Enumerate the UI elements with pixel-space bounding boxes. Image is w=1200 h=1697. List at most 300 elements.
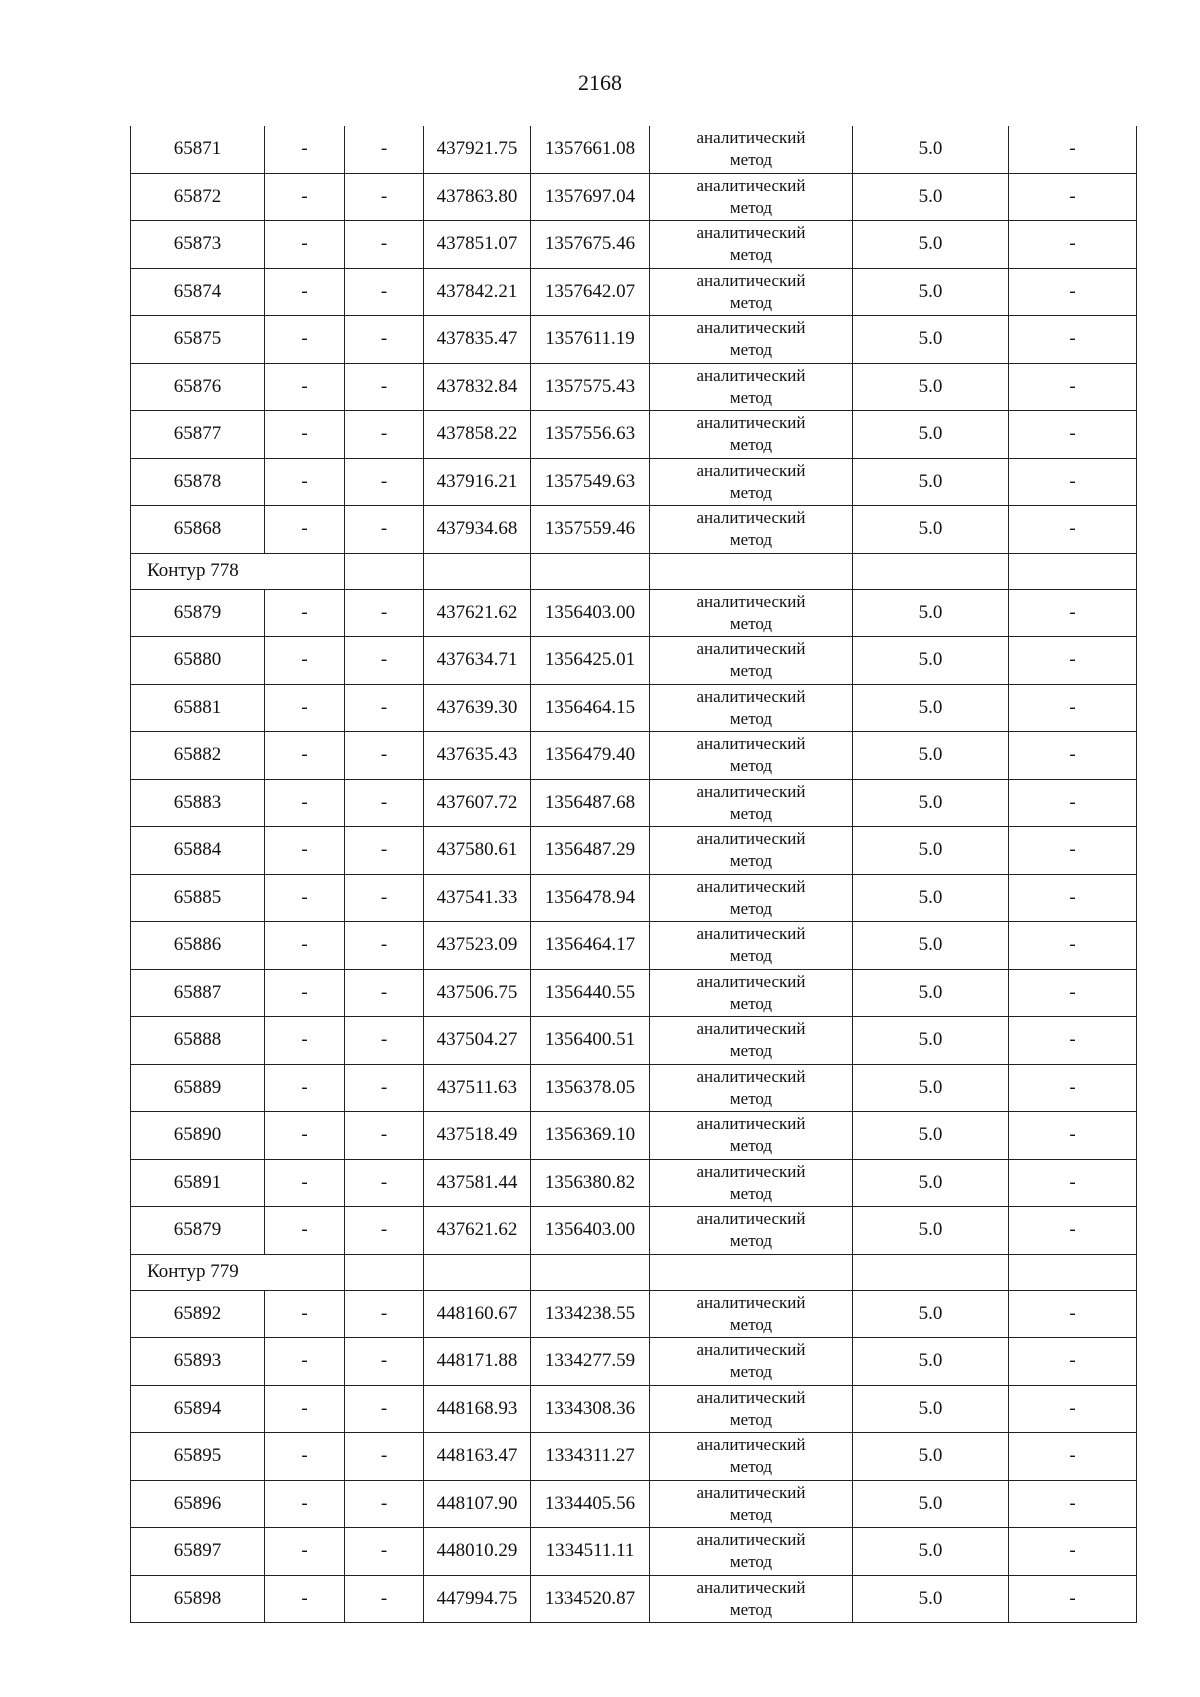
- method-text: метод: [729, 993, 773, 1013]
- x-coordinate-cell: 437635.43: [424, 732, 531, 780]
- point-number-cell: 65896: [131, 1480, 265, 1528]
- x-coordinate-cell: 437634.71: [424, 637, 531, 685]
- dash-cell: -: [345, 589, 424, 637]
- dash-cell: -: [265, 173, 345, 221]
- x-coordinate-cell: 437916.21: [424, 458, 531, 506]
- dash-cell: -: [265, 1338, 345, 1386]
- method-text: аналитический: [696, 639, 806, 659]
- dash-cell: -: [265, 827, 345, 875]
- method-text: метод: [729, 197, 773, 217]
- method-cell: [650, 1064, 853, 1112]
- y-coordinate-cell: 1356425.01: [531, 637, 650, 685]
- x-coordinate-cell: 437506.75: [424, 969, 531, 1017]
- x-coordinate-cell: 448168.93: [424, 1385, 531, 1433]
- point-number-cell: 65873: [131, 221, 265, 269]
- dash-cell: -: [1009, 221, 1137, 269]
- table-row: [131, 363, 1137, 411]
- accuracy-cell: 5.0: [853, 922, 1009, 970]
- point-number-cell: 65885: [131, 874, 265, 922]
- method-text: метод: [729, 530, 773, 550]
- method-text: аналитический: [696, 876, 806, 896]
- table-row: [131, 1338, 1137, 1386]
- dash-cell: -: [265, 1017, 345, 1065]
- accuracy-cell: 5.0: [853, 1575, 1009, 1623]
- method-text: метод: [729, 482, 773, 502]
- dash-cell: -: [1009, 1064, 1137, 1112]
- method-text: метод: [729, 435, 773, 455]
- y-coordinate-cell: 1356464.17: [531, 922, 650, 970]
- dash-cell: -: [345, 1480, 424, 1528]
- method-text: аналитический: [696, 365, 806, 385]
- table-row: [131, 684, 1137, 732]
- point-number-cell: 65894: [131, 1385, 265, 1433]
- method-text: метод: [729, 1041, 773, 1061]
- accuracy-cell: 5.0: [853, 1064, 1009, 1112]
- method-text: аналитический: [696, 1435, 806, 1455]
- method-text: аналитический: [696, 1340, 806, 1360]
- table-row: [131, 1017, 1137, 1065]
- dash-cell: -: [265, 1290, 345, 1338]
- method-text: метод: [729, 150, 773, 170]
- method-text: метод: [729, 340, 773, 360]
- dash-cell: -: [265, 779, 345, 827]
- x-coordinate-cell: 437921.75: [424, 126, 531, 173]
- point-number-cell: 65871: [131, 126, 265, 173]
- dash-cell: -: [265, 1064, 345, 1112]
- point-number-cell: 65883: [131, 779, 265, 827]
- method-text: метод: [729, 1088, 773, 1108]
- x-coordinate-cell: 437858.22: [424, 411, 531, 459]
- method-text: метод: [729, 1504, 773, 1524]
- y-coordinate-cell: 1356369.10: [531, 1112, 650, 1160]
- point-number-cell: 65891: [131, 1159, 265, 1207]
- dash-cell: -: [265, 732, 345, 780]
- y-coordinate-cell: 1334520.87: [531, 1575, 650, 1623]
- dash-cell: -: [265, 458, 345, 506]
- method-cell: [650, 1290, 853, 1338]
- method-text: метод: [729, 1409, 773, 1429]
- method-cell: [650, 316, 853, 364]
- contour-header-row: [131, 553, 1137, 589]
- table-row: [131, 779, 1137, 827]
- x-coordinate-cell: 437541.33: [424, 874, 531, 922]
- dash-cell: -: [345, 1207, 424, 1255]
- x-coordinate-cell: 437504.27: [424, 1017, 531, 1065]
- accuracy-cell: 5.0: [853, 1528, 1009, 1576]
- method-cell: [650, 458, 853, 506]
- dash-cell: -: [345, 684, 424, 732]
- accuracy-cell: 5.0: [853, 221, 1009, 269]
- empty-cell: [650, 553, 853, 589]
- x-coordinate-cell: 437934.68: [424, 506, 531, 554]
- y-coordinate-cell: 1356479.40: [531, 732, 650, 780]
- contour-label: Контур 778: [131, 553, 345, 589]
- dash-cell: -: [1009, 1480, 1137, 1528]
- dash-cell: -: [265, 969, 345, 1017]
- method-text: метод: [729, 1314, 773, 1334]
- dash-cell: -: [1009, 732, 1137, 780]
- dash-cell: -: [345, 1159, 424, 1207]
- empty-cell: [1009, 553, 1137, 589]
- accuracy-cell: 5.0: [853, 969, 1009, 1017]
- dash-cell: -: [345, 363, 424, 411]
- y-coordinate-cell: 1356464.15: [531, 684, 650, 732]
- dash-cell: -: [1009, 1385, 1137, 1433]
- method-cell: [650, 1385, 853, 1433]
- point-number-cell: 65879: [131, 1207, 265, 1255]
- method-cell: [650, 922, 853, 970]
- dash-cell: -: [265, 363, 345, 411]
- accuracy-cell: 5.0: [853, 268, 1009, 316]
- accuracy-cell: 5.0: [853, 589, 1009, 637]
- accuracy-cell: 5.0: [853, 126, 1009, 173]
- method-cell: [650, 268, 853, 316]
- method-cell: [650, 1480, 853, 1528]
- empty-cell: [650, 1254, 853, 1290]
- method-text: аналитический: [696, 924, 806, 944]
- point-number-cell: 65886: [131, 922, 265, 970]
- x-coordinate-cell: 448160.67: [424, 1290, 531, 1338]
- point-number-cell: 65876: [131, 363, 265, 411]
- y-coordinate-cell: 1357661.08: [531, 126, 650, 173]
- method-text: аналитический: [696, 175, 806, 195]
- dash-cell: -: [345, 458, 424, 506]
- accuracy-cell: 5.0: [853, 1338, 1009, 1386]
- method-text: метод: [729, 1552, 773, 1572]
- dash-cell: -: [1009, 316, 1137, 364]
- dash-cell: -: [265, 1575, 345, 1623]
- point-number-cell: 65868: [131, 506, 265, 554]
- dash-cell: -: [1009, 922, 1137, 970]
- method-text: аналитический: [696, 734, 806, 754]
- coordinates-table: [130, 126, 1137, 1623]
- method-text: аналитический: [696, 1292, 806, 1312]
- table-row: [131, 874, 1137, 922]
- dash-cell: -: [345, 969, 424, 1017]
- dash-cell: -: [1009, 1338, 1137, 1386]
- method-cell: [650, 363, 853, 411]
- method-text: метод: [729, 708, 773, 728]
- contour-header-row: [131, 1254, 1137, 1290]
- y-coordinate-cell: 1356380.82: [531, 1159, 650, 1207]
- dash-cell: -: [265, 922, 345, 970]
- dash-cell: -: [265, 1112, 345, 1160]
- accuracy-cell: 5.0: [853, 637, 1009, 685]
- method-text: аналитический: [696, 128, 806, 148]
- point-number-cell: 65882: [131, 732, 265, 780]
- accuracy-cell: 5.0: [853, 874, 1009, 922]
- table-row: [131, 1575, 1137, 1623]
- method-cell: [650, 589, 853, 637]
- method-cell: [650, 411, 853, 459]
- point-number-cell: 65888: [131, 1017, 265, 1065]
- dash-cell: -: [1009, 1112, 1137, 1160]
- method-cell: [650, 1017, 853, 1065]
- dash-cell: -: [1009, 506, 1137, 554]
- method-text: метод: [729, 946, 773, 966]
- dash-cell: -: [345, 1112, 424, 1160]
- point-number-cell: 65895: [131, 1433, 265, 1481]
- x-coordinate-cell: 437523.09: [424, 922, 531, 970]
- x-coordinate-cell: 437832.84: [424, 363, 531, 411]
- dash-cell: -: [1009, 1575, 1137, 1623]
- table-row: [131, 221, 1137, 269]
- table-row: [131, 922, 1137, 970]
- x-coordinate-cell: 447994.75: [424, 1575, 531, 1623]
- dash-cell: -: [1009, 637, 1137, 685]
- method-cell: [650, 1207, 853, 1255]
- dash-cell: -: [345, 922, 424, 970]
- accuracy-cell: 5.0: [853, 173, 1009, 221]
- method-text: аналитический: [696, 1577, 806, 1597]
- method-text: аналитический: [696, 971, 806, 991]
- method-cell: [650, 779, 853, 827]
- point-number-cell: 65879: [131, 589, 265, 637]
- dash-cell: -: [345, 1338, 424, 1386]
- point-number-cell: 65898: [131, 1575, 265, 1623]
- method-cell: [650, 221, 853, 269]
- y-coordinate-cell: 1334308.36: [531, 1385, 650, 1433]
- accuracy-cell: 5.0: [853, 1112, 1009, 1160]
- empty-cell: [531, 553, 650, 589]
- dash-cell: -: [265, 316, 345, 364]
- empty-cell: [345, 1254, 424, 1290]
- point-number-cell: 65875: [131, 316, 265, 364]
- method-text: метод: [729, 756, 773, 776]
- point-number-cell: 65890: [131, 1112, 265, 1160]
- x-coordinate-cell: 437639.30: [424, 684, 531, 732]
- method-text: аналитический: [696, 270, 806, 290]
- table-row: [131, 1112, 1137, 1160]
- table-row: [131, 1290, 1137, 1338]
- accuracy-cell: 5.0: [853, 1017, 1009, 1065]
- dash-cell: -: [345, 1064, 424, 1112]
- dash-cell: -: [265, 637, 345, 685]
- dash-cell: -: [345, 827, 424, 875]
- dash-cell: -: [265, 126, 345, 173]
- dash-cell: -: [1009, 268, 1137, 316]
- method-cell: [650, 1338, 853, 1386]
- accuracy-cell: 5.0: [853, 827, 1009, 875]
- x-coordinate-cell: 437518.49: [424, 1112, 531, 1160]
- x-coordinate-cell: 437621.62: [424, 1207, 531, 1255]
- table-row: [131, 1433, 1137, 1481]
- table-row: [131, 732, 1137, 780]
- accuracy-cell: 5.0: [853, 458, 1009, 506]
- table-row: [131, 1064, 1137, 1112]
- accuracy-cell: 5.0: [853, 1207, 1009, 1255]
- dash-cell: -: [345, 506, 424, 554]
- dash-cell: -: [1009, 969, 1137, 1017]
- dash-cell: -: [345, 637, 424, 685]
- method-text: метод: [729, 1362, 773, 1382]
- method-text: аналитический: [696, 413, 806, 433]
- method-cell: [650, 1112, 853, 1160]
- dash-cell: -: [345, 1017, 424, 1065]
- x-coordinate-cell: 448107.90: [424, 1480, 531, 1528]
- y-coordinate-cell: 1334405.56: [531, 1480, 650, 1528]
- dash-cell: -: [1009, 458, 1137, 506]
- x-coordinate-cell: 437511.63: [424, 1064, 531, 1112]
- method-text: метод: [729, 1231, 773, 1251]
- y-coordinate-cell: 1357549.63: [531, 458, 650, 506]
- empty-cell: [424, 553, 531, 589]
- table-body: [131, 126, 1137, 1623]
- method-text: аналитический: [696, 1161, 806, 1181]
- method-text: аналитический: [696, 1066, 806, 1086]
- x-coordinate-cell: 448010.29: [424, 1528, 531, 1576]
- dash-cell: -: [265, 221, 345, 269]
- y-coordinate-cell: 1334311.27: [531, 1433, 650, 1481]
- table-row: [131, 1528, 1137, 1576]
- y-coordinate-cell: 1357559.46: [531, 506, 650, 554]
- method-text: метод: [729, 292, 773, 312]
- y-coordinate-cell: 1356400.51: [531, 1017, 650, 1065]
- dash-cell: -: [345, 874, 424, 922]
- y-coordinate-cell: 1356403.00: [531, 589, 650, 637]
- y-coordinate-cell: 1334277.59: [531, 1338, 650, 1386]
- method-cell: [650, 637, 853, 685]
- point-number-cell: 65893: [131, 1338, 265, 1386]
- accuracy-cell: 5.0: [853, 1385, 1009, 1433]
- dash-cell: -: [1009, 126, 1137, 173]
- accuracy-cell: 5.0: [853, 1480, 1009, 1528]
- method-text: аналитический: [696, 1530, 806, 1550]
- accuracy-cell: 5.0: [853, 316, 1009, 364]
- dash-cell: -: [345, 1433, 424, 1481]
- dash-cell: -: [1009, 779, 1137, 827]
- dash-cell: -: [1009, 1433, 1137, 1481]
- dash-cell: -: [345, 1290, 424, 1338]
- dash-cell: -: [345, 221, 424, 269]
- x-coordinate-cell: 437607.72: [424, 779, 531, 827]
- dash-cell: -: [1009, 874, 1137, 922]
- table-row: [131, 1207, 1137, 1255]
- point-number-cell: 65874: [131, 268, 265, 316]
- dash-cell: -: [265, 268, 345, 316]
- accuracy-cell: 5.0: [853, 1433, 1009, 1481]
- dash-cell: -: [265, 506, 345, 554]
- dash-cell: -: [265, 684, 345, 732]
- y-coordinate-cell: 1356478.94: [531, 874, 650, 922]
- accuracy-cell: 5.0: [853, 1290, 1009, 1338]
- table-row: [131, 316, 1137, 364]
- method-cell: [650, 1159, 853, 1207]
- dash-cell: -: [1009, 827, 1137, 875]
- x-coordinate-cell: 448171.88: [424, 1338, 531, 1386]
- y-coordinate-cell: 1356378.05: [531, 1064, 650, 1112]
- method-text: метод: [729, 245, 773, 265]
- method-text: аналитический: [696, 223, 806, 243]
- method-text: аналитический: [696, 1209, 806, 1229]
- y-coordinate-cell: 1356403.00: [531, 1207, 650, 1255]
- dash-cell: -: [265, 1433, 345, 1481]
- page-number: 2168: [578, 70, 622, 95]
- point-number-cell: 65892: [131, 1290, 265, 1338]
- x-coordinate-cell: 437621.62: [424, 589, 531, 637]
- method-cell: [650, 1528, 853, 1576]
- method-cell: [650, 874, 853, 922]
- dash-cell: -: [265, 1159, 345, 1207]
- dash-cell: -: [1009, 1528, 1137, 1576]
- table-row: [131, 173, 1137, 221]
- table-row: [131, 1480, 1137, 1528]
- dash-cell: -: [1009, 363, 1137, 411]
- y-coordinate-cell: 1356440.55: [531, 969, 650, 1017]
- table-row: [131, 268, 1137, 316]
- empty-cell: [853, 553, 1009, 589]
- table-row: [131, 969, 1137, 1017]
- x-coordinate-cell: 448163.47: [424, 1433, 531, 1481]
- method-cell: [650, 506, 853, 554]
- dash-cell: -: [265, 1528, 345, 1576]
- method-text: метод: [729, 387, 773, 407]
- accuracy-cell: 5.0: [853, 779, 1009, 827]
- dash-cell: -: [345, 779, 424, 827]
- table-row: [131, 1159, 1137, 1207]
- dash-cell: -: [345, 316, 424, 364]
- y-coordinate-cell: 1357611.19: [531, 316, 650, 364]
- point-number-cell: 65889: [131, 1064, 265, 1112]
- method-text: метод: [729, 1457, 773, 1477]
- y-coordinate-cell: 1357556.63: [531, 411, 650, 459]
- method-cell: [650, 969, 853, 1017]
- dash-cell: -: [1009, 589, 1137, 637]
- accuracy-cell: 5.0: [853, 363, 1009, 411]
- empty-cell: [853, 1254, 1009, 1290]
- method-text: аналитический: [696, 591, 806, 611]
- method-text: аналитический: [696, 460, 806, 480]
- point-number-cell: 65897: [131, 1528, 265, 1576]
- table-row: [131, 458, 1137, 506]
- method-text: аналитический: [696, 829, 806, 849]
- y-coordinate-cell: 1334238.55: [531, 1290, 650, 1338]
- table-row: [131, 411, 1137, 459]
- method-cell: [650, 1575, 853, 1623]
- y-coordinate-cell: 1357697.04: [531, 173, 650, 221]
- method-text: аналитический: [696, 318, 806, 338]
- method-text: метод: [729, 851, 773, 871]
- point-number-cell: 65887: [131, 969, 265, 1017]
- dash-cell: -: [345, 411, 424, 459]
- y-coordinate-cell: 1334511.11: [531, 1528, 650, 1576]
- accuracy-cell: 5.0: [853, 506, 1009, 554]
- method-cell: [650, 1433, 853, 1481]
- table-row: [131, 827, 1137, 875]
- accuracy-cell: 5.0: [853, 411, 1009, 459]
- empty-cell: [345, 553, 424, 589]
- dash-cell: -: [1009, 684, 1137, 732]
- method-cell: [650, 827, 853, 875]
- y-coordinate-cell: 1357575.43: [531, 363, 650, 411]
- dash-cell: -: [1009, 1017, 1137, 1065]
- dash-cell: -: [345, 1575, 424, 1623]
- point-number-cell: 65872: [131, 173, 265, 221]
- empty-cell: [1009, 1254, 1137, 1290]
- method-text: метод: [729, 803, 773, 823]
- dash-cell: -: [1009, 1159, 1137, 1207]
- x-coordinate-cell: 437842.21: [424, 268, 531, 316]
- dash-cell: -: [345, 268, 424, 316]
- method-text: аналитический: [696, 1482, 806, 1502]
- dash-cell: -: [265, 1385, 345, 1433]
- dash-cell: -: [1009, 411, 1137, 459]
- method-text: аналитический: [696, 1019, 806, 1039]
- method-text: метод: [729, 613, 773, 633]
- x-coordinate-cell: 437581.44: [424, 1159, 531, 1207]
- contour-label: Контур 779: [131, 1254, 345, 1290]
- method-text: метод: [729, 1183, 773, 1203]
